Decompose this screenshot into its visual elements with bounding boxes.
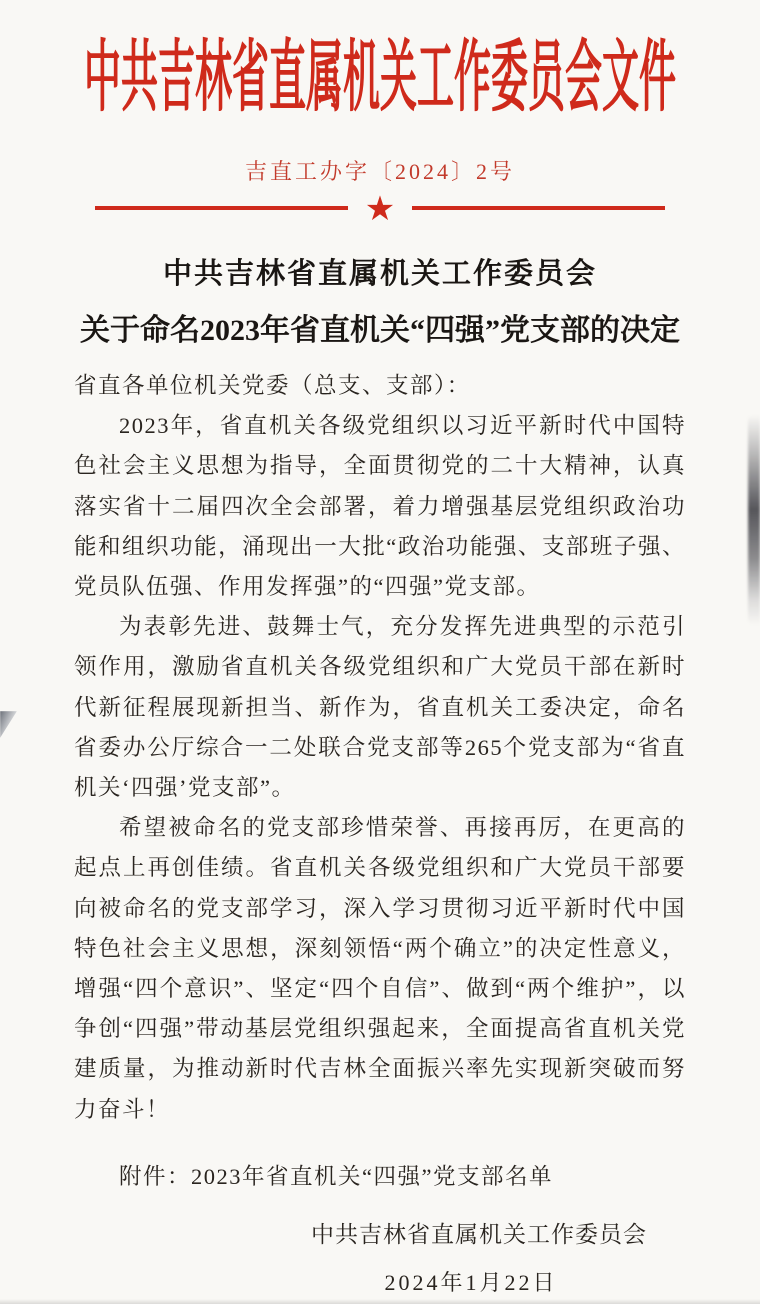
separator-line-right [412,206,665,210]
signature-org: 中共吉林省直属机关工作委员会 [311,1222,647,1247]
document-title [0,251,760,349]
signature-date: 2024年1月22日 [384,1270,558,1295]
title-line-2: 关于命名2023年省直机关“四强”党支部的决定 [80,314,680,347]
signature-block [311,1216,647,1297]
title-line-1: 中共吉林省直属机关工作委员会 [162,258,597,290]
doc-number: 吉直工办字〔2024〕2号 [244,159,515,184]
paragraph: 2023年，省直机关各级党组织以习近平新时代中国特色社会主义思想为指导，全面贯彻党的二十大精神，认真落实省十二届四次全会部署，着力增强基层党组织政治功能和组织功能，涌现出一大批“政治功能强、支部班子强、党员队伍强、作用发挥强”的“四强”党支部。 [74,413,686,600]
star-icon: ★ [364,189,396,229]
paragraph: 为表彰先进、鼓舞士气，充分发挥先进典型的示范引领作用，激励省直机关各级党组织和广大党员干部在新时代新征程展现新担当、新作为，省直机关工委决定，命名省委办公厅综合一二处联合党支部等265个党支部为“省直机关‘四强’党支部”。 [74,614,686,801]
attachment-line: 附件：2023年省直机关“四强”党支部名单 [119,1163,553,1189]
red-letterhead-banner: 中共吉林省直属机关工作委员会文件 [84,36,676,123]
document-body [74,366,686,1197]
separator-line-left [95,206,348,210]
scan-artifact-left-edge [0,711,17,738]
scan-artifact-right-edge [748,415,760,625]
paragraph: 希望被命名的党支部珍惜荣誉、再接再厉，在更高的起点上再创佳绩。省直机关各级党组织和广大党员干部要向被命名的党支部学习，深入学习贯彻习近平新时代中国特色社会主义思想，深刻领悟“两个确立”的决定性意义，增强“四个意识”、坚定“四个自信”、做到“两个维护”，以争创“四强”带动基层党组织强起来，全面提高省直机关党建质量，为推动新时代吉林全面振兴率先实现新突破而努力奋斗！ [74,815,686,1122]
red-separator [95,189,665,229]
salutation: 省直各单位机关党委（总支、支部）： [74,373,471,398]
